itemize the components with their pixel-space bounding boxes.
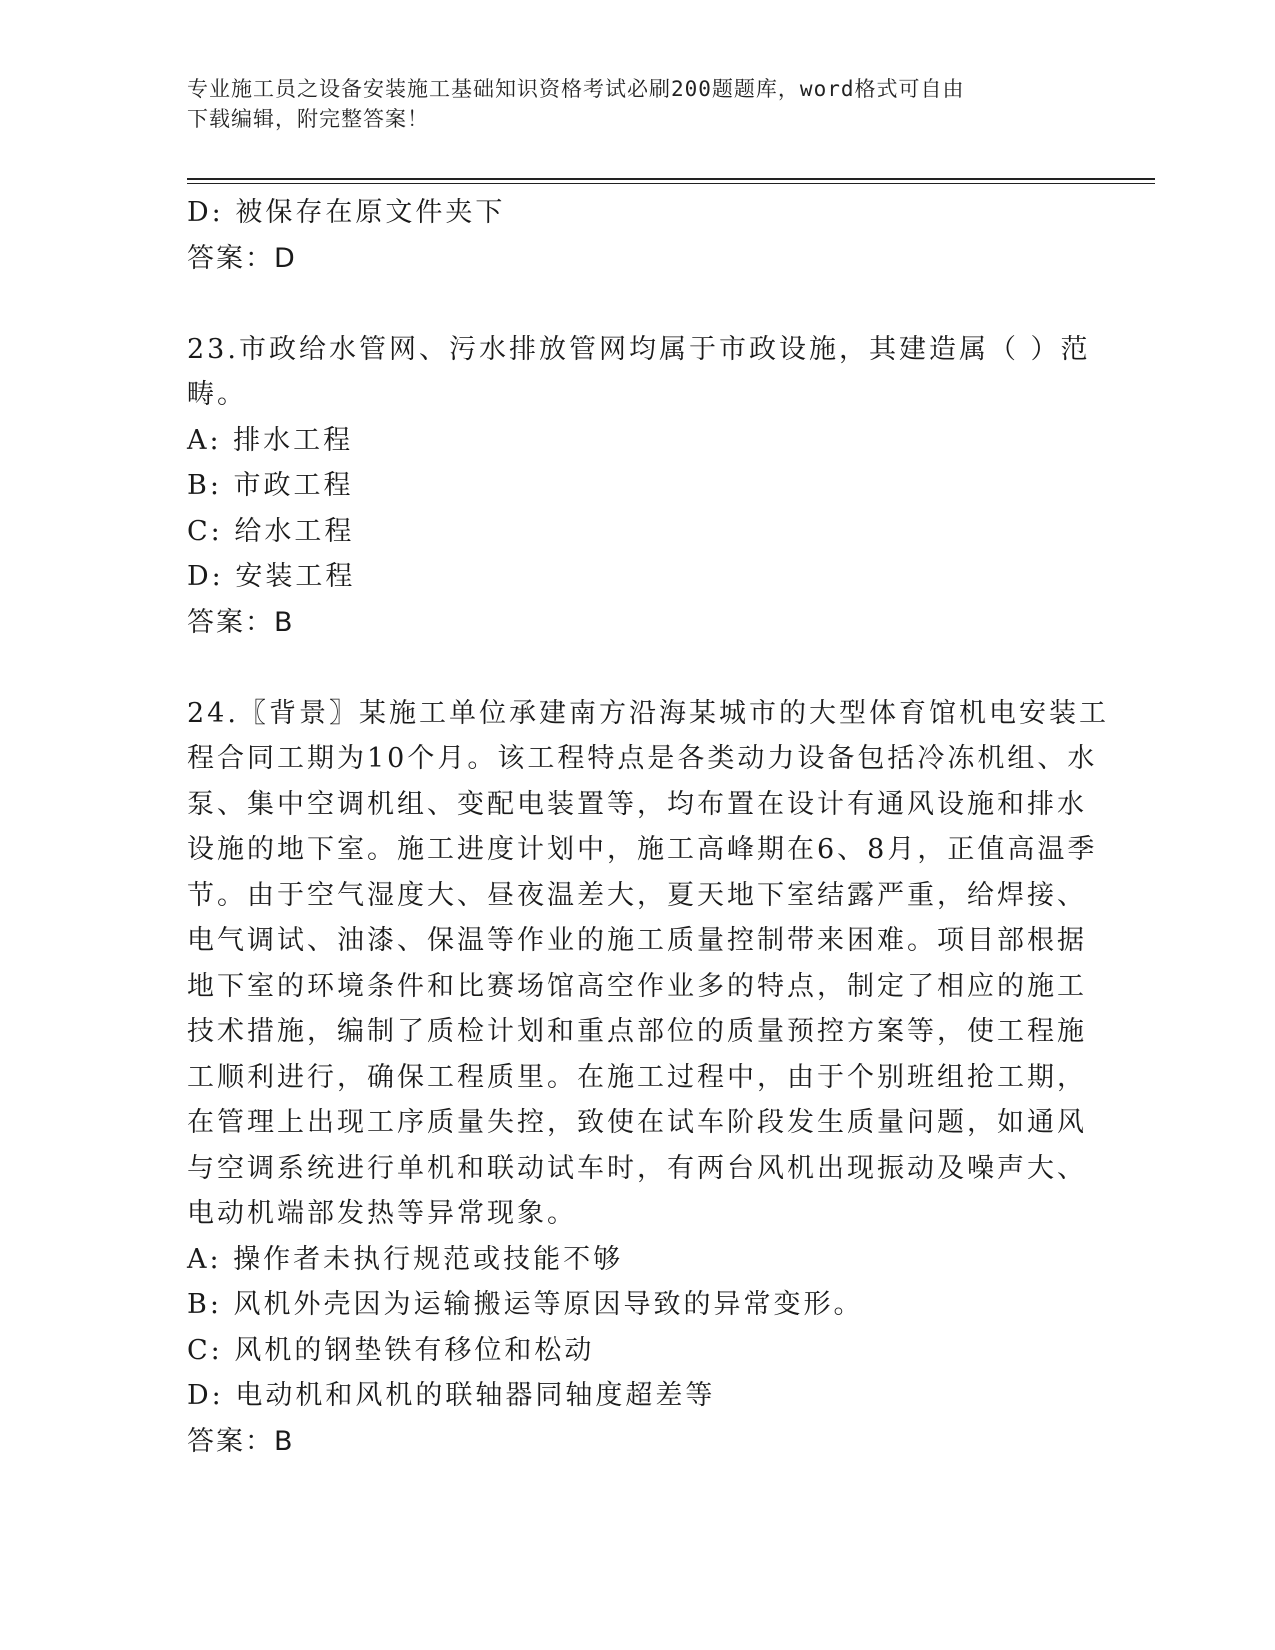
question-24 <box>187 691 1109 1465</box>
question-stem-line: 技术措施，编制了质检计划和重点部位的质量预控方案等，使工程施 <box>187 1016 1087 1047</box>
question-stem-line: 电气调试、油漆、保温等作业的施工质量控制带来困难。项目部根据 <box>187 925 1087 956</box>
question-stem-line: 工顺利进行，确保工程质里。在施工过程中，由于个别班组抢工期， <box>187 1061 1087 1093</box>
answer-line: 答案：D <box>187 242 297 274</box>
option-d: D: 安装工程 <box>187 561 356 592</box>
question-stem-line: 地下室的环境条件和比赛场馆高空作业多的特点，制定了相应的施工 <box>187 970 1087 1002</box>
question-23 <box>187 327 1091 646</box>
option-a: A: 排水工程 <box>187 424 354 456</box>
header-rule-thick <box>187 178 1155 180</box>
question-stem-line: 24.〖背景〗某施工单位承建南方沿海某城市的大型体育馆机电安装工 <box>187 697 1109 729</box>
question-stem-line: 设施的地下室。施工进度计划中，施工高峰期在6、8月，正值高温季 <box>187 834 1098 865</box>
question-stem-line: 电动机端部发热等异常现象。 <box>187 1198 577 1229</box>
option-a: A: 操作者未执行规范或技能不够 <box>187 1243 624 1275</box>
answer-line: 答案：B <box>187 1425 295 1457</box>
page-header <box>187 74 1067 134</box>
question-stem-line: 泵、集中空调机组、变配电装置等，均布置在设计有通风设施和排水 <box>187 788 1087 820</box>
document-body <box>187 190 1109 1464</box>
question-stem-line: 节。由于空气湿度大、昼夜温差大，夏天地下室结露严重，给焊接、 <box>187 879 1087 911</box>
question-stem-line: 畴。 <box>187 379 247 410</box>
option-d: D: 被保存在原文件夹下 <box>187 197 506 228</box>
question-stem-line: 与空调系统进行单机和联动试车时，有两台风机出现振动及噪声大、 <box>187 1152 1087 1184</box>
spacer <box>187 281 1087 327</box>
option-c: C: 风机的钢垫铁有移位和松动 <box>187 1334 595 1366</box>
option-c: C: 给水工程 <box>187 515 355 547</box>
option-d: D: 电动机和风机的联轴器同轴度超差等 <box>187 1380 716 1411</box>
header-line-2: 下载编辑，附完整答案！ <box>187 107 429 131</box>
header-rule-thin <box>187 183 1155 184</box>
question-stem-line: 23.市政给水管网、污水排放管网均属于市政设施，其建造属（ ）范 <box>187 333 1091 365</box>
answer-line: 答案：B <box>187 606 295 638</box>
previous-question-tail <box>187 190 1087 281</box>
question-stem-line: 在管理上出现工序质量失控，致使在试车阶段发生质量问题，如通风 <box>187 1107 1087 1138</box>
spacer <box>187 645 1087 691</box>
header-line-1: 专业施工员之设备安装施工基础知识资格考试必刷200题题库，word格式可自由 <box>187 77 965 101</box>
question-stem-line: 程合同工期为10个月。该工程特点是各类动力设备包括冷冻机组、水 <box>187 743 1098 774</box>
option-b: B: 风机外壳因为运输搬运等原因导致的异常变形。 <box>187 1289 864 1320</box>
option-b: B: 市政工程 <box>187 470 354 501</box>
